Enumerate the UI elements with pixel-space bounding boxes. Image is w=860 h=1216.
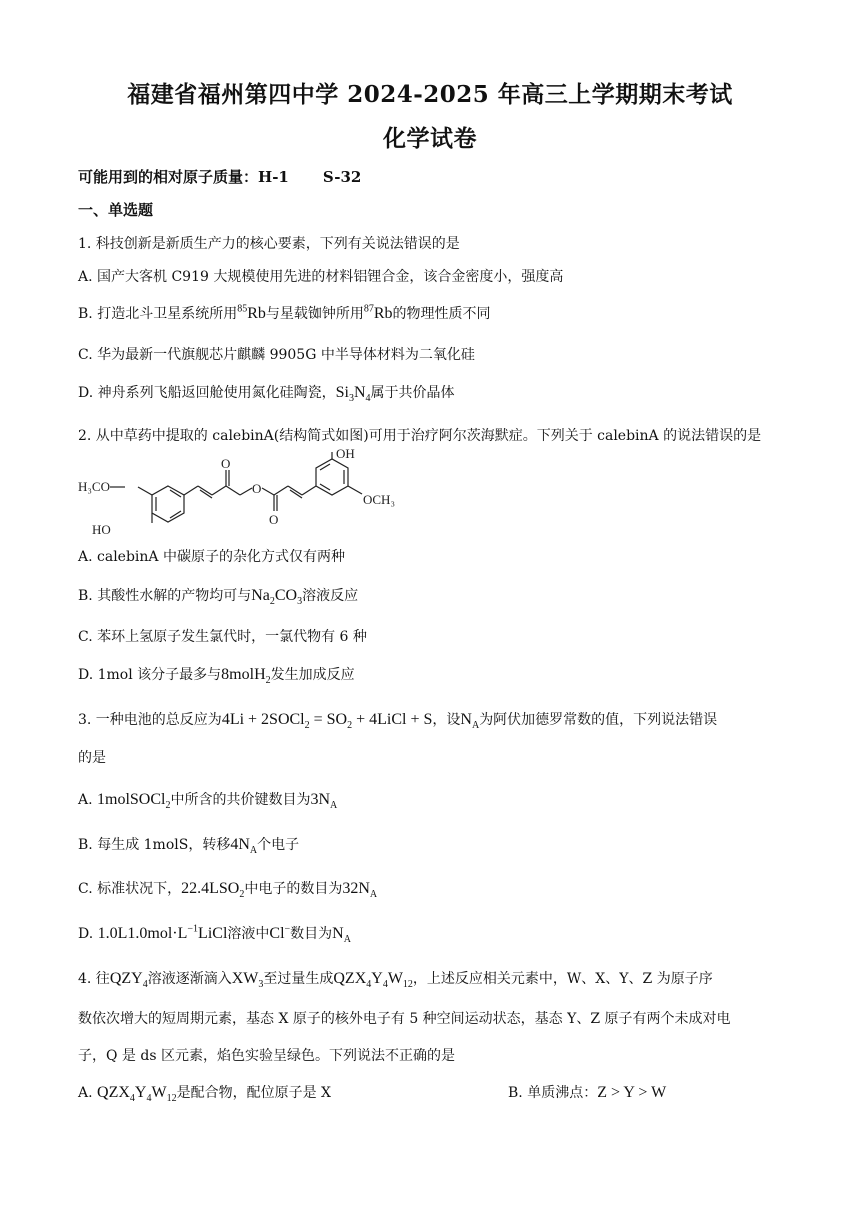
q2-option-d: D. 1mol 该分子最多与8molH$_2$发生加成反应 xyxy=(78,666,355,687)
q2-option-a: A. calebinA 中碳原子的杂化方式仅有两种 xyxy=(78,549,345,565)
q3-option-b: B. 每生成 1molS，转移$4N_A$个电子 xyxy=(78,836,300,857)
q3-option-c: C. 标准状况下，$22.4LSO_2$中电子的数目为$32N_A$ xyxy=(78,880,378,901)
section-heading: 一、单选题 xyxy=(78,201,154,219)
exam-title: 福建省福州第四中学 2024-2025 年高三上学期期末考试 xyxy=(127,81,733,108)
label-ketone-o: O xyxy=(221,456,231,471)
label-h3co: H₃CO xyxy=(78,479,110,494)
q4-option-b: B. 单质沸点：Z > Y > W xyxy=(508,1084,667,1101)
label-oh: OH xyxy=(336,448,355,461)
q1-option-b: B. 打造北斗卫星系统所用$^{85}$Rb与星载铷钟所用$^{87}$Rb的物理性质不同 xyxy=(78,303,491,322)
q4-stem-line2: 数依次增大的短周期元素，基态 X 原子的核外电子有 5 种空间运动状态，基态 Y、Z 原子有两个未成对电 xyxy=(78,1011,731,1027)
q3-stem: 3. 一种电池的总反应为4Li + 2SOCl$_2$ = $SO_2$ + 4LiCl + S，设$N_A$为阿伏加德罗常数的值，下列说法错误 xyxy=(78,711,718,732)
label-carbonyl-o: O xyxy=(269,512,279,527)
exam-subtitle: 化学试卷 xyxy=(383,125,477,152)
q3-option-d: D. $1.0L1.0mol\cdot L^{-1}LiCl$溶液中Cl−数目为$N_A$ xyxy=(78,923,351,946)
q1-option-a: A. 国产大客机 C919 大规模使用先进的材料铝锂合金，该合金密度小，强度高 xyxy=(78,269,564,285)
q2-stem: 2. 从中草药中提取的 calebinA(结构简式如图)可用于治疗阿尔茨海默症。下列关于 calebinA 的说法错误的是 xyxy=(78,428,762,444)
q4-stem: 4. 往$QZY_4$溶液逐渐滴入$XW_3$至过量生成$QZX_4Y_4W_{12}$，上述反应相关元素中，W、X、Y、Z 为原子序 xyxy=(78,970,713,991)
q4-option-a: A. $QZX_4Y_4W_{12}$是配合物，配位原子是 X xyxy=(78,1084,331,1105)
atomic-mass-s: S-32 xyxy=(322,168,362,186)
q3-option-a: A. 1molSOCl$_2$中所含的共价键数目为$3N_A$ xyxy=(78,791,338,812)
atomic-mass-line xyxy=(78,166,788,187)
q4-options-row xyxy=(78,1082,788,1104)
atomic-mass-h: H-1 xyxy=(258,168,289,186)
atomic-mass-label: 可能用到的相对原子质量： xyxy=(78,168,259,186)
q2-option-b: B. 其酸性水解的产物均可与$Na_2CO_3$溶液反应 xyxy=(78,587,359,608)
label-ester-o: O xyxy=(252,481,262,496)
q3-stem-line2: 的是 xyxy=(78,750,106,766)
label-och3: OCH₃ xyxy=(363,492,395,507)
q1-option-d: D. 神舟系列飞船返回舱使用氮化硅陶瓷，$Si_3N_4$属于共价晶体 xyxy=(78,384,455,405)
q1-stem: 1. 科技创新是新质生产力的核心要素，下列有关说法错误的是 xyxy=(78,236,460,252)
calebin-a-structure xyxy=(78,448,418,543)
q2-option-c: C. 苯环上氢原子发生氯代时，一氯代物有 6 种 xyxy=(78,629,367,645)
q4-stem-line3: 子，Q 是 ds 区元素，焰色实验呈绿色。下列说法不正确的是 xyxy=(78,1048,455,1064)
label-ho: HO xyxy=(92,522,111,537)
q1-option-c: C. 华为最新一代旗舰芯片麒麟 9905G 中半导体材料为二氧化硅 xyxy=(78,347,475,363)
